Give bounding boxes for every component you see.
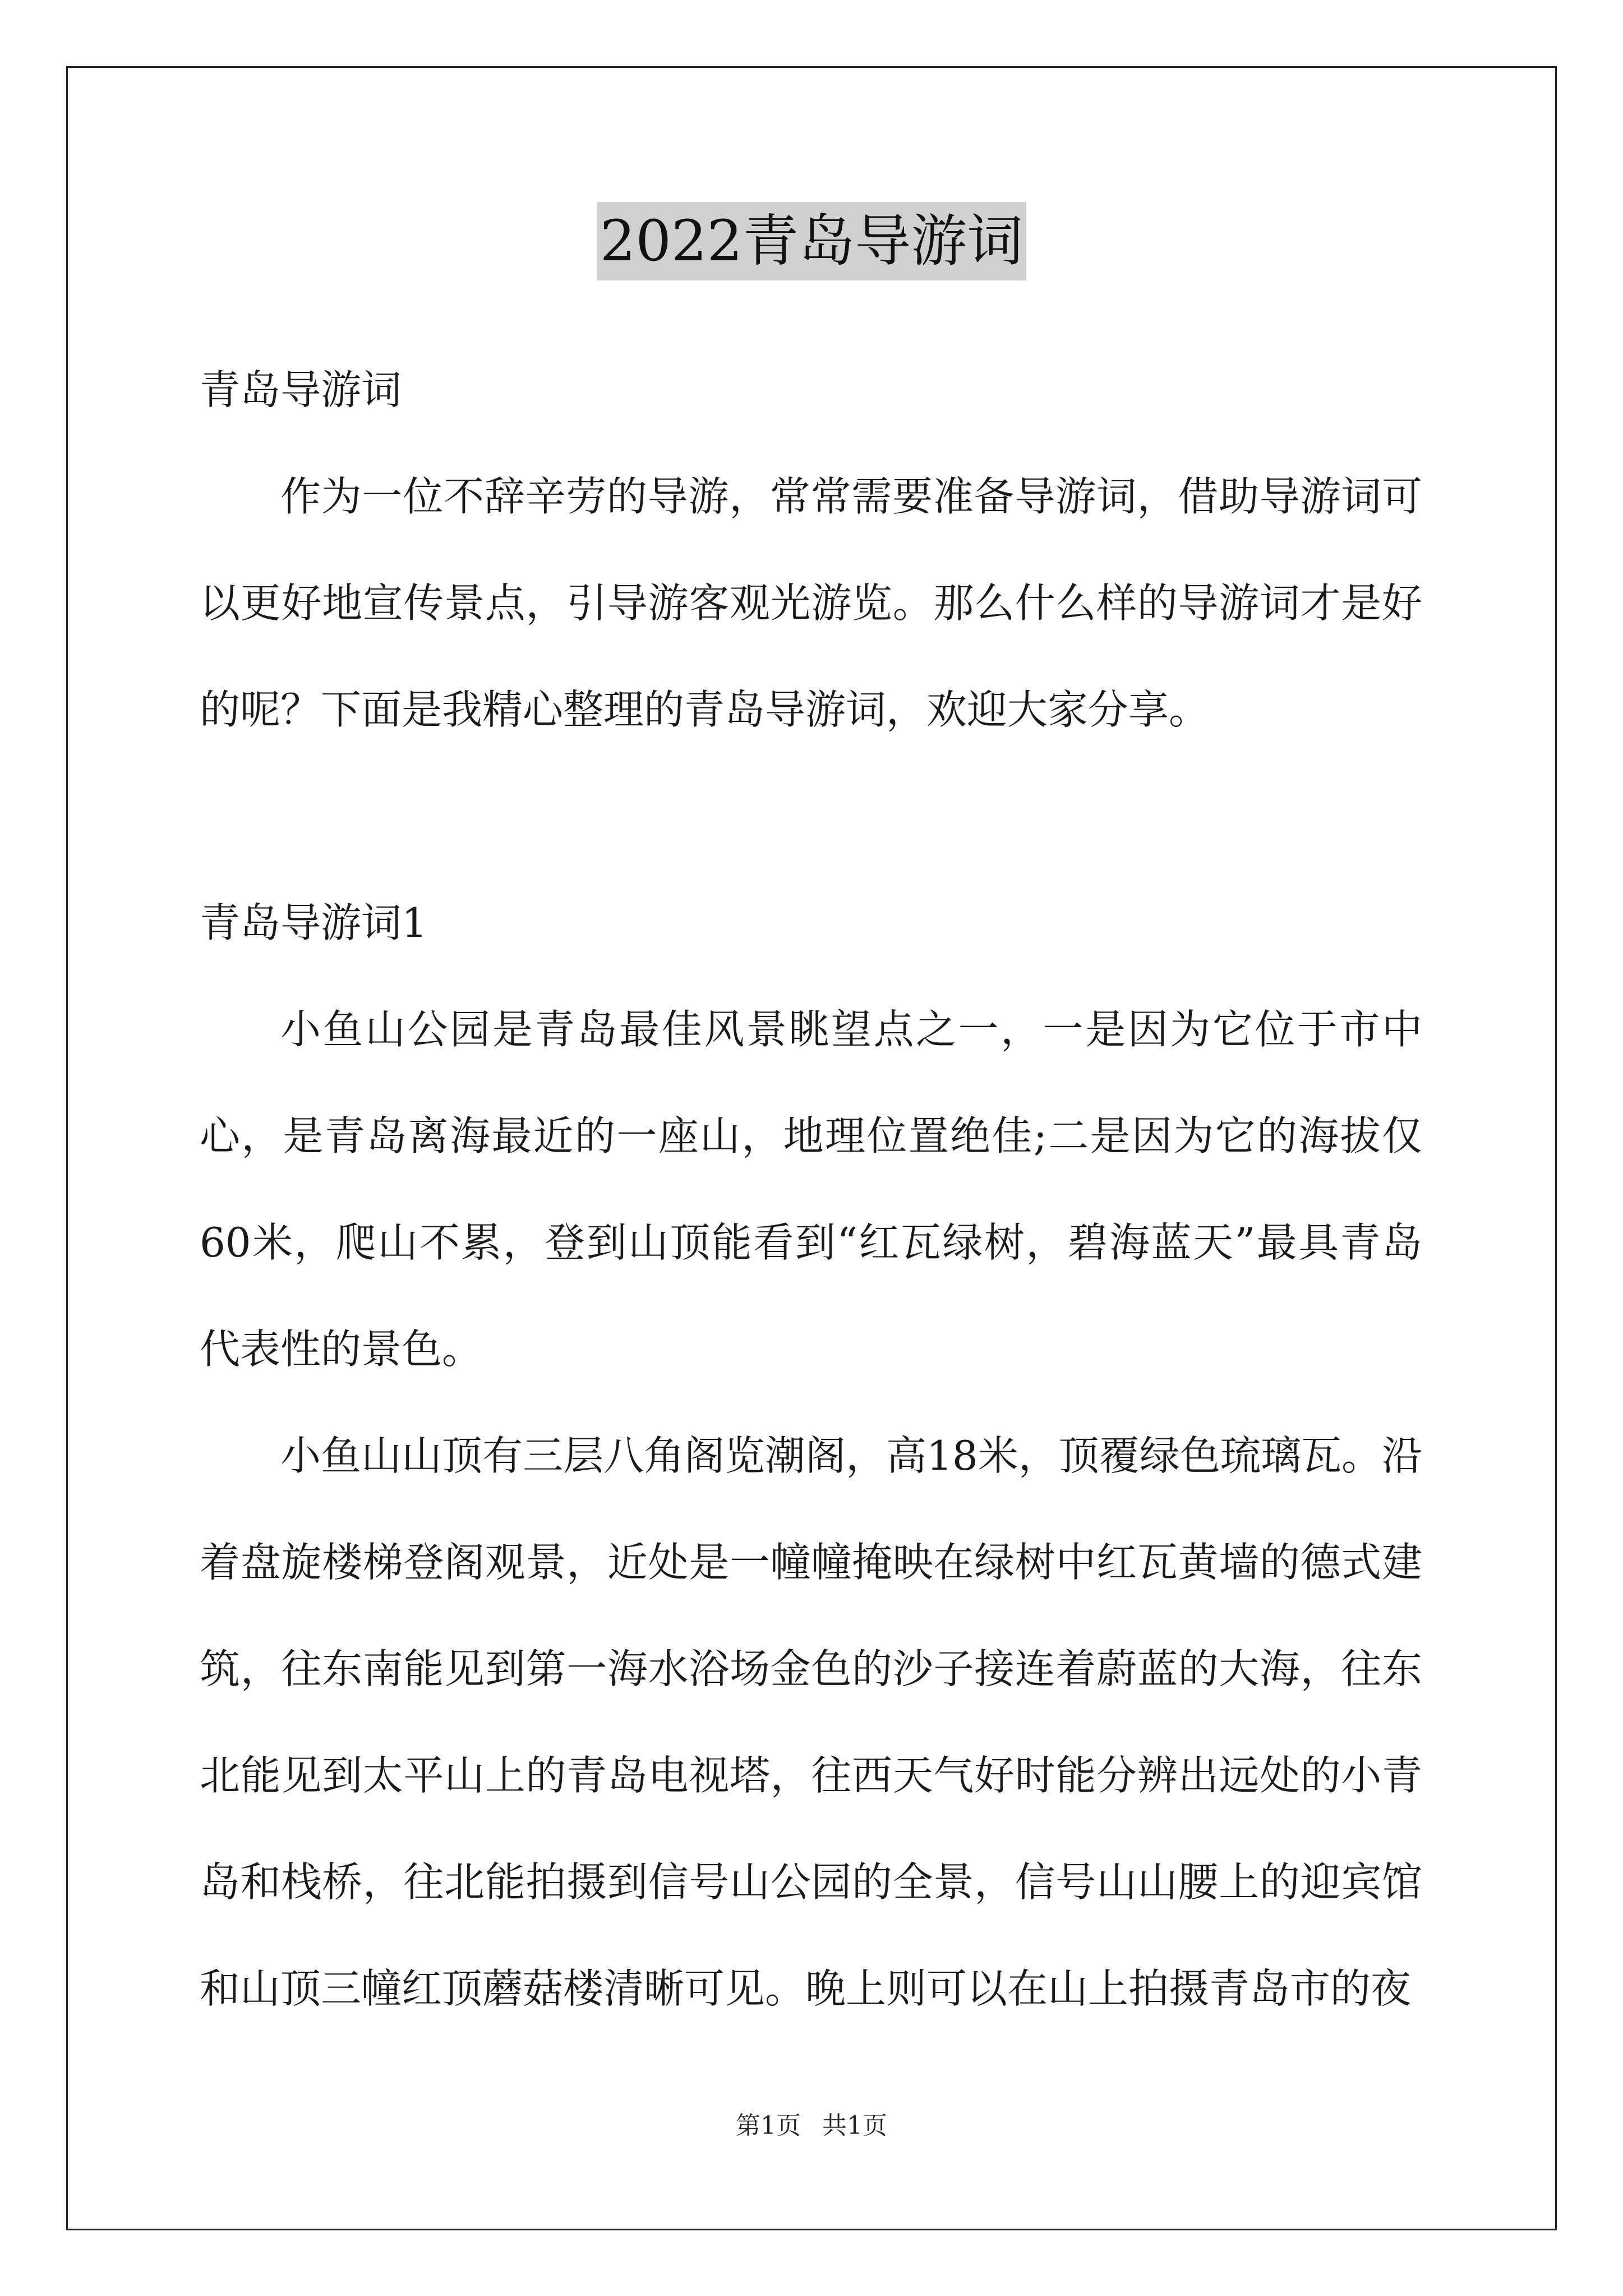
document-body xyxy=(200,337,1422,2042)
section-spacer xyxy=(200,763,1422,869)
page-footer xyxy=(0,2109,1623,2143)
page-number-total: 共1页 xyxy=(822,2111,887,2140)
document-title: 2022青岛导游词 xyxy=(597,202,1027,280)
page-number-current: 第1页 xyxy=(736,2111,801,2140)
title-wrap xyxy=(0,202,1623,280)
document-subtitle: 青岛导游词 xyxy=(200,366,402,413)
body-paragraph-1: 小鱼山公园是青岛最佳风景眺望点之一，一是因为它位于市中心，是青岛离海最近的一座山，地理位置绝佳;二是因为它的海拔仅60米，爬山不累，登到山顶能看到“红瓦绿树，碧海蓝天”最具青岛代表性的景色。 xyxy=(200,1006,1422,1373)
intro-paragraph: 作为一位不辞辛劳的导游，常常需要准备导游词，借助导游词可以更好地宣传景点，引导游客观光游览。那么什么样的导游词才是好的呢？下面是我精心整理的青岛导游词，欢迎大家分享。 xyxy=(200,473,1422,733)
section-heading: 青岛导游词1 xyxy=(200,899,427,946)
body-paragraph-2: 小鱼山山顶有三层八角阁览潮阁，高18米，顶覆绿色琉璃瓦。沿着盘旋楼梯登阁观景，近处是一幢幢掩映在绿树中红瓦黄墙的德式建筑，往东南能见到第一海水浴场金色的沙子接连着蔚蓝的大海，往东北能见到太平山上的青岛电视塔，往西天气好时能分辨出远处的小青岛和栈桥，往北能拍摄到信号山公园的全景，信号山山腰上的迎宾馆和山顶三幢红顶蘑菇楼清晰可见。晚上则可以在山上拍摄青岛市的夜 xyxy=(200,1432,1422,2012)
